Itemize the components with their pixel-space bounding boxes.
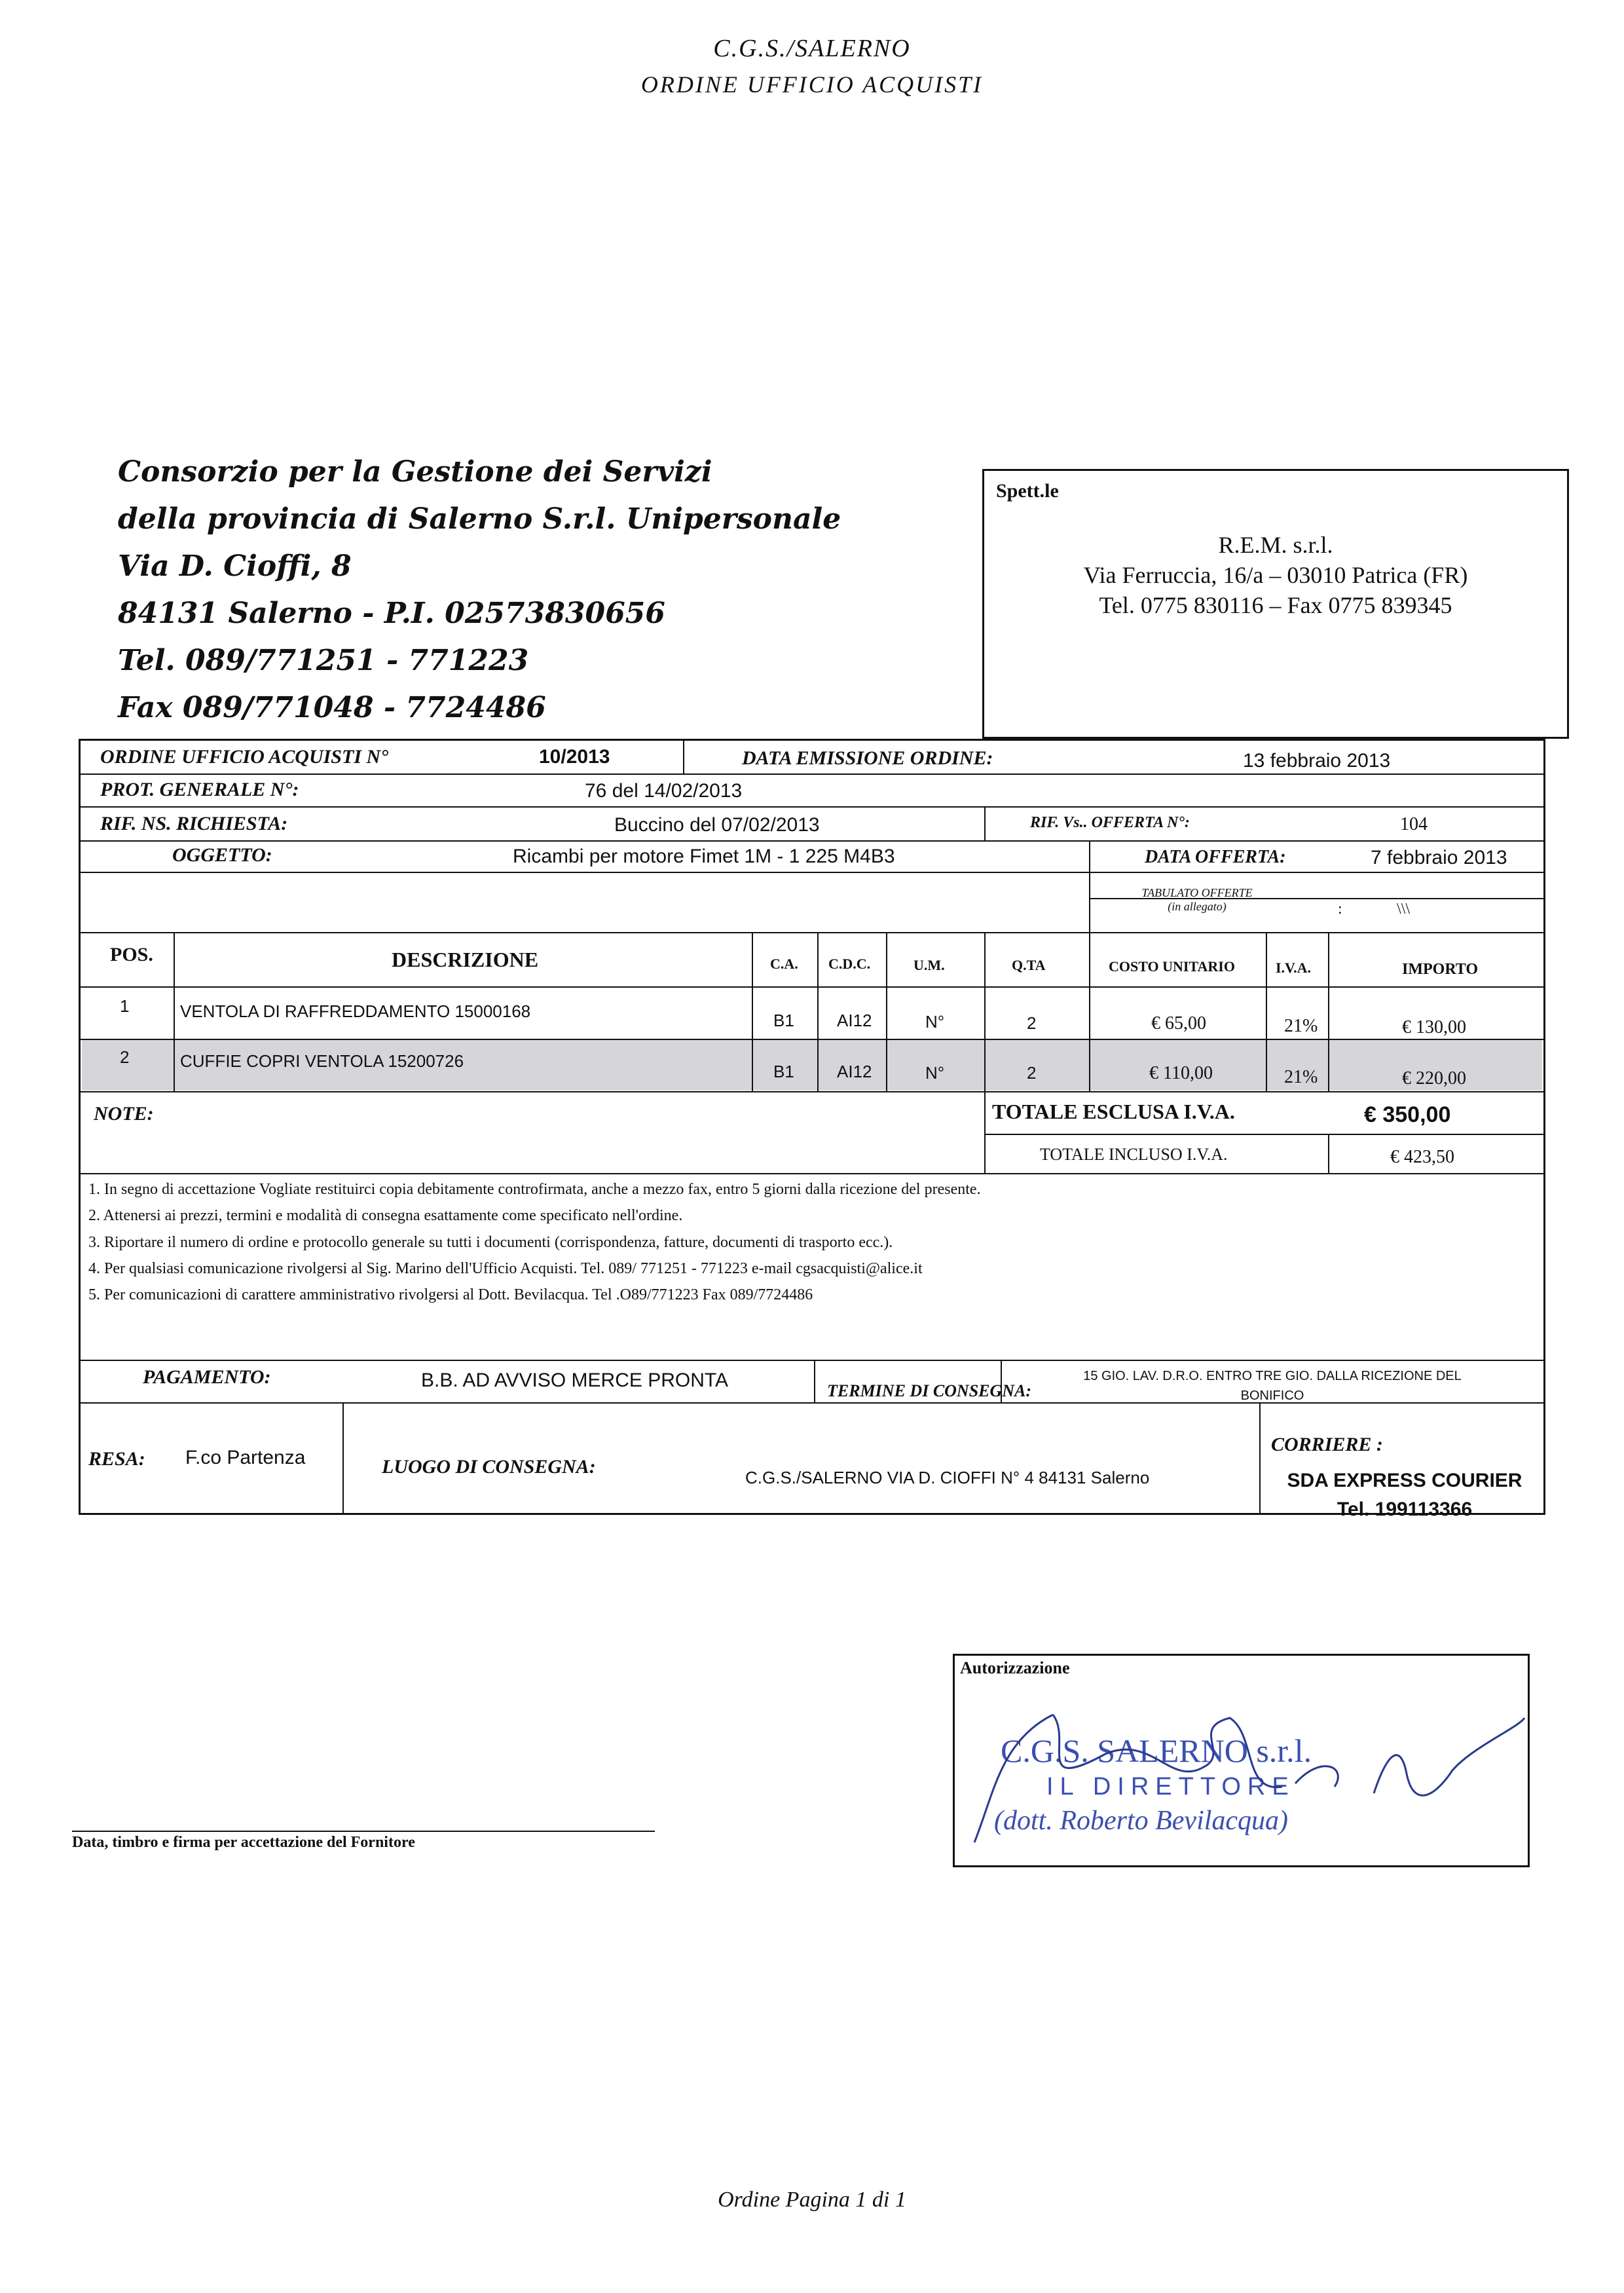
row1-um: N° [925, 1012, 945, 1032]
col-qta: Q.TA [1012, 957, 1046, 973]
recipient-box [982, 469, 1569, 739]
row1-cdc: AI12 [837, 1011, 872, 1030]
sender-line: Consorzio per la Gestione dei Servizi [118, 455, 712, 489]
col-amount: IMPORTO [1402, 961, 1479, 978]
delivery-label: TERMINE DI CONSEGNA: [827, 1381, 1032, 1400]
sender-line: Via D. Cioffi, 8 [118, 550, 352, 583]
row1-amount: € 130,00 [1402, 1017, 1466, 1037]
supplier-signature-line [72, 1831, 655, 1832]
recipient-address: Via Ferruccia, 16/a – 03010 Patrica (FR) [1083, 562, 1468, 588]
offer-date: 7 febbraio 2013 [1371, 847, 1507, 868]
recipient-phone: Tel. 0775 830116 – Fax 0775 839345 [1099, 592, 1452, 618]
payment-label: PAGAMENTO: [143, 1366, 271, 1388]
carrier-phone: Tel. 199113366 [1337, 1499, 1473, 1520]
order-number-label: ORDINE UFFICIO ACQUISTI N° [100, 746, 389, 768]
col-cost: COSTO UNITARIO [1109, 958, 1235, 975]
authorization-box [953, 1654, 1530, 1867]
offer-date-label: DATA OFFERTA: [1145, 847, 1286, 867]
note-2: 2. Attenersi ai prezzi, termini e modalità di consegna esattamente come specificato nell'ordine. [88, 1207, 683, 1224]
sender-line: Fax 089/771048 - 7724486 [118, 691, 546, 724]
stamp-line-3: (dott. Roberto Bevilacqua) [994, 1806, 1289, 1836]
recipient-name: R.E.M. s.r.l. [1218, 532, 1333, 558]
row1-qta: 2 [1027, 1013, 1037, 1033]
sender-block [118, 449, 841, 732]
subject-label: OGGETTO: [172, 844, 272, 866]
stamp-line-2: IL DIRETTORE [1046, 1773, 1295, 1800]
resa-value: F.co Partenza [185, 1447, 306, 1468]
row2-desc: CUFFIE COPRI VENTOLA 15200726 [180, 1051, 464, 1071]
signature-stamp [955, 1656, 1528, 1865]
total-incl: € 423,50 [1390, 1147, 1454, 1167]
total-excl-label: TOTALE ESCLUSA I.V.A. [992, 1100, 1235, 1123]
row2-pos: 2 [120, 1047, 130, 1067]
row1-pos: 1 [120, 996, 130, 1016]
row1-desc: VENTOLA DI RAFFREDDAMENTO 15000168 [180, 1001, 531, 1021]
stamp-line-1: C.G.S. SALERNO s.r.l. [1001, 1732, 1312, 1769]
col-desc: DESCRIZIONE [392, 948, 539, 971]
header-cgs: C.G.S./SALERNO [713, 35, 911, 62]
tabulato-value: \\\ [1397, 901, 1411, 918]
row2-cost: € 110,00 [1149, 1063, 1213, 1083]
note-4: 4. Per qualsiasi comunicazione rivolgersi al Sig. Marino dell'Ufficio Acquisti. Tel. 089/ 771251 - 771223 e-mail cgsacquisti@alice.it [88, 1260, 923, 1277]
tabulato-label [1141, 886, 1253, 914]
row2-cdc: AI12 [837, 1062, 872, 1081]
request-label: RIF. NS. RICHIESTA: [100, 813, 288, 834]
carrier-label: CORRIERE : [1271, 1434, 1383, 1455]
order-number: 10/2013 [539, 746, 610, 768]
prot-value: 76 del 14/02/2013 [585, 780, 743, 802]
payment-value: B.B. AD AVVISO MERCE PRONTA [421, 1370, 728, 1391]
authorization-heading: Autorizzazione [960, 1658, 1070, 1677]
tabulato-label-text: TABULATO OFFERTE [1141, 886, 1253, 899]
place-label: LUOGO DI CONSEGNA: [382, 1456, 596, 1478]
note-3: 3. Riportare il numero di ordine e protocollo generale su tutti i documenti (corrispondenza, fatture, documenti di trasporto ecc.). [88, 1234, 893, 1251]
place-value: C.G.S./SALERNO VIA D. CIOFFI N° 4 84131 Salerno [745, 1468, 1150, 1487]
row2-ca: B1 [773, 1062, 794, 1081]
page-footer: Ordine Pagina 1 di 1 [718, 2188, 906, 2212]
order-form [79, 739, 1545, 1520]
row2-qta: 2 [1027, 1063, 1037, 1083]
note-label: NOTE: [94, 1103, 154, 1125]
delivery-term [1010, 1366, 1534, 1406]
row1-ca: B1 [773, 1011, 794, 1030]
col-pos: POS. [110, 944, 153, 965]
header-title: ORDINE UFFICIO ACQUISTI [640, 71, 984, 98]
request-value: Buccino del 07/02/2013 [614, 814, 820, 836]
col-ca: C.A. [770, 956, 798, 972]
tabulato-sub-text: (in allegato) [1168, 900, 1227, 913]
sender-line: della provincia di Salerno S.r.l. Unipersonale [118, 502, 841, 536]
total-excl: € 350,00 [1364, 1102, 1451, 1127]
carrier-name: SDA EXPRESS COURIER [1287, 1470, 1522, 1491]
row1-cost: € 65,00 [1151, 1013, 1206, 1034]
issue-date-label: DATA EMISSIONE ORDINE: [742, 747, 993, 769]
delivery-term-line2: BONIFICO [1240, 1389, 1304, 1403]
offer-ref: 104 [1400, 814, 1428, 834]
row1-iva: 21% [1284, 1016, 1318, 1036]
col-um: U.M. [913, 957, 945, 973]
row2-um: N° [925, 1063, 945, 1083]
prot-label: PROT. GENERALE N°: [100, 779, 299, 800]
row2-iva: 21% [1284, 1067, 1318, 1087]
supplier-caption: Data, timbro e firma per accettazione del Fornitore [72, 1834, 415, 1851]
offer-ref-label: RIF. Vs.. OFFERTA N°: [1030, 814, 1190, 831]
note-5: 5. Per comunicazioni di carattere amministrativo rivolgersi al Dott. Bevilacqua. Tel .O89/771223 Fax 089/7724486 [88, 1286, 813, 1303]
sender-line: Tel. 089/771251 - 771223 [118, 644, 529, 677]
total-incl-label: TOTALE INCLUSO I.V.A. [1040, 1145, 1228, 1164]
tabulato-sep: : [1338, 901, 1342, 918]
issue-date: 13 febbraio 2013 [1243, 750, 1391, 772]
delivery-term-line1: 15 GIO. LAV. D.R.O. ENTRO TRE GIO. DALLA RICEZIONE DEL [1083, 1369, 1462, 1383]
note-1: 1. In segno di accettazione Vogliate restituirci copia debitamente controfirmata, anche a mezzo fax, entro 5 giorni dalla ricezione del presente. [88, 1181, 981, 1198]
col-cdc: C.D.C. [828, 956, 871, 972]
col-iva: I.V.A. [1276, 960, 1312, 976]
resa-label: RESA: [88, 1448, 145, 1470]
row2-amount: € 220,00 [1402, 1068, 1466, 1089]
recipient-heading: Spett.le [996, 480, 1059, 502]
carrier-block [1266, 1466, 1543, 1524]
sender-line: 84131 Salerno - P.I. 02573830656 [118, 597, 665, 630]
subject-value: Ricambi per motore Fimet 1M - 1 225 M4B3 [513, 846, 895, 867]
